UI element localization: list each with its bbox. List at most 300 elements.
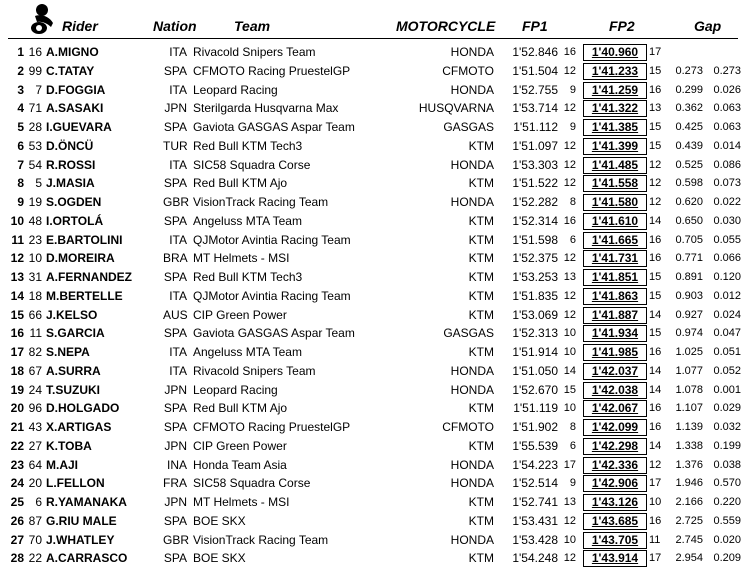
fp1-laps: 10 (563, 346, 576, 358)
gap-to-previous: 0.052 (713, 364, 741, 377)
nation: ITA (169, 45, 187, 59)
rider-name: J.MASIA (46, 176, 95, 191)
position: 21 (10, 420, 24, 434)
fp2-laps: 17 (649, 46, 662, 58)
fp1-time: 1'53.069 (512, 307, 558, 322)
gap-to-previous: 0.273 (713, 64, 741, 77)
fp1-laps: 12 (563, 177, 576, 190)
gap-to-previous: 0.063 (713, 121, 741, 133)
fp2-laps: 14 (649, 214, 662, 227)
fp2-time: 1'41.580 (583, 194, 647, 211)
fp1-time: 1'51.050 (512, 363, 558, 378)
gap-to-first: 2.725 (675, 514, 703, 527)
position: 10 (10, 213, 24, 228)
nation: ITA (169, 232, 187, 247)
fp2-laps: 15 (649, 327, 662, 340)
gap-to-first: 0.771 (675, 252, 703, 265)
motorcycle: KTM (468, 270, 494, 284)
gap-to-previous: 0.063 (713, 102, 741, 115)
fp1-laps: 9 (569, 83, 576, 96)
position: 18 (10, 363, 24, 378)
position: 7 (17, 157, 24, 172)
fp2-laps: 16 (649, 514, 662, 527)
fp1-laps: 12 (563, 289, 576, 302)
fp2-time: 1'43.685 (583, 513, 647, 530)
fp2-time: 1'43.914 (583, 550, 647, 567)
gap-to-previous: 0.014 (713, 139, 741, 152)
motorcycle: KTM (468, 213, 494, 228)
fp2-laps: 15 (649, 121, 662, 133)
team-name: VisionTrack Racing Team (193, 195, 329, 209)
fp1-laps: 12 (563, 308, 576, 321)
motorcycle: KTM (468, 345, 494, 359)
gap-to-first: 1.077 (675, 364, 703, 377)
fp1-time: 1'52.741 (512, 495, 558, 509)
fp1-time: 1'52.282 (512, 195, 558, 209)
rider-number: 10 (28, 251, 42, 266)
position: 26 (10, 513, 24, 528)
motorcycle: KTM (468, 513, 494, 528)
fp1-time: 1'52.755 (512, 82, 558, 97)
rider-name: D.MOREIRA (46, 251, 115, 266)
fp2-laps: 15 (649, 139, 662, 152)
rider-name: J.WHATLEY (46, 532, 115, 547)
fp1-time: 1'55.539 (512, 438, 558, 453)
motorcycle: KTM (468, 401, 494, 416)
fp1-time: 1'52.375 (512, 251, 558, 266)
motorcycle: KTM (468, 251, 494, 266)
gap-to-first: 0.927 (675, 308, 703, 321)
fp2-laps: 14 (649, 383, 662, 396)
fp2-laps: 12 (649, 158, 662, 171)
nation: SPA (163, 513, 187, 528)
nation: SPA (163, 420, 187, 434)
header-fp2: FP2 (609, 18, 635, 34)
nation: ITA (169, 157, 187, 172)
rider-name: A.FERNANDEZ (46, 270, 132, 284)
gap-to-first: 0.891 (675, 271, 703, 283)
team-name: Angeluss MTA Team (193, 345, 302, 359)
table-row (0, 399, 745, 418)
fp1-laps: 9 (569, 121, 576, 133)
fp1-laps: 16 (563, 214, 576, 227)
gap-to-first: 0.903 (675, 289, 703, 302)
gap-to-previous: 0.026 (713, 83, 741, 96)
team-name: CFMOTO Racing PruestelGP (193, 420, 351, 434)
fp1-laps: 14 (563, 364, 576, 377)
gap-to-first: 0.439 (675, 139, 703, 152)
table-row (0, 493, 745, 512)
fp2-time: 1'40.960 (583, 44, 647, 61)
position: 6 (17, 138, 24, 153)
fp1-laps: 12 (563, 158, 576, 171)
team-name: QJMotor Avintia Racing Team (193, 232, 351, 247)
rider-name: L.FELLON (46, 476, 105, 491)
fp2-time: 1'42.037 (583, 363, 647, 380)
fp1-laps: 12 (563, 252, 576, 265)
fp1-laps: 6 (569, 439, 576, 452)
rider-number: 54 (28, 157, 42, 172)
table-row (0, 343, 745, 362)
fp2-laps: 14 (649, 364, 662, 377)
rider-name: M.AJI (46, 457, 79, 472)
gap-to-previous: 0.559 (713, 514, 741, 527)
nation: ITA (169, 363, 187, 378)
position: 9 (17, 195, 24, 209)
rider-number: 67 (28, 363, 42, 378)
table-row (0, 118, 745, 137)
fp2-laps: 16 (649, 421, 662, 433)
gap-to-previous: 0.001 (713, 383, 741, 396)
gap-to-previous: 0.066 (713, 252, 741, 265)
rider-name: J.KELSO (46, 307, 98, 322)
fp2-laps: 15 (649, 64, 662, 77)
fp1-time: 1'53.428 (512, 532, 558, 547)
gap-to-first: 0.299 (675, 83, 703, 96)
gap-to-first: 0.598 (675, 177, 703, 190)
rider-number: 19 (28, 195, 42, 209)
fp2-laps: 16 (649, 252, 662, 265)
fp2-time: 1'42.067 (583, 400, 647, 417)
rider-number: 43 (28, 420, 42, 434)
rider-number: 5 (35, 176, 42, 191)
fp2-time: 1'41.385 (583, 119, 647, 136)
header-gap: Gap (694, 18, 722, 34)
team-name: Gaviota GASGAS Aspar Team (193, 326, 355, 341)
table-row (0, 381, 745, 400)
nation: AUS (163, 307, 188, 322)
motorcycle: HONDA (450, 45, 494, 59)
motorcycle: HONDA (450, 157, 494, 172)
fp2-laps: 12 (649, 458, 662, 471)
table-row (0, 324, 745, 343)
rider-name: C.TATAY (46, 63, 95, 78)
table-row (0, 99, 745, 118)
fp1-time: 1'51.914 (512, 345, 558, 359)
team-name: CFMOTO Racing PruestelGP (193, 63, 351, 78)
rider-name: R.ROSSI (46, 157, 96, 172)
rider-name: A.SURRA (46, 363, 101, 378)
gap-to-previous: 0.209 (713, 552, 741, 565)
gap-to-first: 1.139 (675, 421, 703, 433)
table-row (0, 362, 745, 381)
rider-name: R.YAMANAKA (46, 495, 127, 509)
table-row (0, 549, 745, 568)
nation: SPA (163, 270, 187, 284)
rider-name: A.SASAKI (46, 101, 104, 116)
rider-name: S.NEPA (46, 345, 90, 359)
motorcycle: CFMOTO (442, 63, 494, 78)
fp2-laps: 17 (649, 477, 662, 490)
fp2-time: 1'41.322 (583, 100, 647, 117)
table-row (0, 212, 745, 231)
position: 1 (17, 45, 24, 59)
motorcycle: GASGAS (443, 326, 494, 341)
gap-to-first: 0.273 (675, 64, 703, 77)
fp1-laps: 10 (563, 402, 576, 415)
fp1-laps: 13 (563, 271, 576, 283)
rider-number: 27 (28, 438, 42, 453)
nation: SPA (163, 213, 187, 228)
nation: ITA (169, 345, 187, 359)
fp2-time: 1'41.887 (583, 307, 647, 324)
gap-to-first: 0.620 (675, 196, 703, 208)
fp1-time: 1'51.835 (512, 288, 558, 303)
rider-number: 23 (28, 232, 42, 247)
fp1-laps: 17 (563, 458, 576, 471)
motorcycle: KTM (468, 438, 494, 453)
position: 23 (10, 457, 24, 472)
table-row (0, 437, 745, 456)
rider-number: 64 (28, 457, 42, 472)
team-name: QJMotor Avintia Racing Team (193, 288, 351, 303)
fp1-laps: 9 (569, 477, 576, 490)
gap-to-previous: 0.051 (713, 346, 741, 358)
motorcycle: KTM (468, 288, 494, 303)
nation: INA (166, 457, 187, 472)
rider-name: E.BARTOLINI (46, 232, 123, 247)
fp2-laps: 11 (649, 533, 661, 546)
rider-number: 53 (28, 138, 42, 153)
team-name: Sterilgarda Husqvarna Max (193, 101, 339, 116)
motorcycle: HUSQVARNA (418, 101, 494, 116)
position: 12 (10, 251, 24, 266)
team-name: Honda Team Asia (193, 457, 287, 472)
fp1-laps: 12 (563, 64, 576, 77)
table-row (0, 137, 745, 156)
position: 14 (10, 288, 24, 303)
nation: SPA (163, 401, 187, 416)
fp2-laps: 10 (649, 496, 662, 508)
table-row (0, 531, 745, 550)
fp2-time: 1'43.126 (583, 494, 647, 511)
nation: ITA (169, 288, 187, 303)
motorcycle: KTM (468, 551, 494, 566)
nation: SPA (163, 63, 187, 78)
rider-number: 7 (35, 82, 42, 97)
team-name: Gaviota GASGAS Aspar Team (193, 120, 355, 134)
rider-name: G.RIU MALE (46, 513, 117, 528)
gap-to-first: 0.362 (675, 102, 703, 115)
fp1-time: 1'53.431 (512, 513, 558, 528)
team-name: Leopard Racing (193, 82, 278, 97)
motorcycle: GASGAS (443, 120, 494, 134)
rider-number: 71 (28, 101, 42, 116)
gap-to-previous: 0.199 (713, 439, 741, 452)
fp1-time: 1'52.670 (512, 382, 558, 397)
fp1-time: 1'54.223 (512, 457, 558, 472)
fp1-laps: 13 (563, 496, 576, 508)
rider-number: 87 (28, 513, 42, 528)
team-name: MT Helmets - MSI (193, 251, 290, 266)
fp1-laps: 8 (569, 196, 576, 208)
rider-name: I.ORTOLÁ (46, 213, 104, 228)
nation: SPA (163, 120, 187, 134)
fp2-time: 1'41.731 (583, 250, 647, 267)
nation: JPN (164, 382, 187, 397)
rider-number: 66 (28, 307, 42, 322)
gap-to-previous: 0.055 (713, 233, 741, 246)
fp1-time: 1'51.112 (513, 120, 558, 134)
fp1-time: 1'51.504 (512, 63, 558, 78)
team-name: Rivacold Snipers Team (193, 45, 316, 59)
fp2-laps: 17 (649, 552, 662, 565)
fp1-time: 1'52.313 (512, 326, 558, 341)
fp2-time: 1'41.233 (583, 63, 647, 80)
gap-to-first: 0.705 (675, 233, 703, 246)
position: 5 (17, 120, 24, 134)
fp2-laps: 16 (649, 346, 662, 358)
position: 15 (10, 307, 24, 322)
table-row (0, 62, 745, 81)
fp2-laps: 13 (649, 102, 662, 115)
position: 27 (10, 532, 24, 547)
fp2-laps: 12 (649, 177, 662, 190)
motorcycle: KTM (468, 495, 494, 509)
gap-to-previous: 0.024 (713, 308, 741, 321)
fp2-time: 1'42.906 (583, 475, 647, 492)
header-team: Team (234, 18, 271, 34)
fp2-laps: 16 (649, 402, 662, 415)
position: 19 (10, 382, 24, 397)
motorcycle: HONDA (450, 82, 494, 97)
fp1-time: 1'51.598 (512, 232, 558, 247)
team-name: CIP Green Power (193, 307, 287, 322)
team-name: BOE SKX (193, 551, 246, 566)
header-divider (8, 38, 738, 39)
fp1-time: 1'54.248 (512, 551, 558, 566)
position: 4 (17, 101, 24, 116)
gap-to-first: 0.974 (675, 327, 703, 340)
motorcycle: HONDA (450, 457, 494, 472)
gap-to-first: 2.745 (675, 533, 703, 546)
fp1-time: 1'53.714 (512, 101, 558, 116)
position: 3 (17, 82, 24, 97)
motorcycle: CFMOTO (442, 420, 494, 434)
motorcycle-rider-icon (29, 3, 59, 35)
fp2-time: 1'41.558 (583, 175, 647, 192)
rider-number: 6 (35, 495, 42, 509)
table-row (0, 474, 745, 493)
fp1-time: 1'51.522 (512, 176, 558, 191)
results-table (0, 43, 745, 568)
gap-to-previous: 0.220 (713, 496, 741, 508)
position: 20 (10, 401, 24, 416)
rider-number: 82 (28, 345, 42, 359)
gap-to-first: 1.107 (675, 402, 703, 415)
table-row (0, 456, 745, 475)
rider-name: T.SUZUKI (46, 382, 100, 397)
nation: GBR (163, 532, 190, 547)
fp2-time: 1'41.851 (583, 269, 647, 286)
fp2-time: 1'41.259 (583, 82, 647, 99)
table-row (0, 512, 745, 531)
gap-to-first: 1.078 (675, 383, 703, 396)
table-row (0, 306, 745, 325)
fp1-laps: 12 (563, 552, 576, 565)
gap-to-previous: 0.029 (713, 402, 741, 415)
fp2-time: 1'41.665 (583, 232, 647, 249)
nation: JPN (164, 101, 187, 116)
fp2-time: 1'41.985 (583, 344, 647, 361)
nation: ITA (169, 82, 187, 97)
table-row (0, 418, 745, 437)
fp1-laps: 6 (569, 233, 576, 246)
rider-number: 20 (28, 476, 42, 491)
gap-to-first: 1.946 (675, 477, 703, 490)
gap-to-previous: 0.120 (713, 271, 741, 283)
fp1-laps: 10 (563, 327, 576, 340)
rider-name: I.GUEVARA (46, 120, 112, 134)
rider-number: 99 (28, 63, 42, 78)
team-name: VisionTrack Racing Team (193, 532, 329, 547)
header-fp1: FP1 (522, 18, 548, 34)
fp1-laps: 12 (563, 514, 576, 527)
team-name: Red Bull KTM Ajo (193, 401, 288, 416)
rider-number: 48 (28, 213, 42, 228)
gap-to-first: 2.166 (675, 496, 703, 508)
motorcycle: HONDA (450, 195, 494, 209)
table-row (0, 287, 745, 306)
fp2-time: 1'43.705 (583, 532, 647, 549)
rider-number: 22 (28, 551, 42, 566)
position: 2 (17, 63, 24, 78)
team-name: Red Bull KTM Tech3 (193, 270, 303, 284)
fp1-time: 1'51.902 (512, 420, 558, 434)
table-row (0, 156, 745, 175)
gap-to-previous: 0.012 (713, 289, 741, 302)
table-row (0, 43, 745, 62)
table-row (0, 193, 745, 212)
fp1-time: 1'53.253 (512, 270, 558, 284)
table-row (0, 268, 745, 287)
gap-to-first: 1.376 (675, 458, 703, 471)
fp2-time: 1'41.485 (583, 157, 647, 174)
position: 25 (10, 495, 24, 509)
header-motorcycle: MOTORCYCLE (396, 18, 496, 34)
gap-to-first: 1.338 (675, 439, 703, 452)
rider-name: D.HOLGADO (46, 401, 120, 416)
rider-number: 70 (28, 532, 42, 547)
fp1-time: 1'52.514 (512, 476, 558, 491)
gap-to-previous: 0.086 (713, 158, 741, 171)
gap-to-previous: 0.570 (713, 477, 741, 490)
rider-name: A.MIGNO (46, 45, 99, 59)
motorcycle: HONDA (450, 363, 494, 378)
nation: JPN (164, 438, 187, 453)
nation: FRA (163, 476, 187, 491)
fp2-time: 1'41.399 (583, 138, 647, 155)
position: 11 (11, 232, 24, 247)
header-rider: Rider (62, 18, 98, 34)
fp2-laps: 15 (649, 271, 662, 283)
fp1-time: 1'52.846 (512, 45, 558, 59)
position: 24 (10, 476, 24, 491)
rider-name: D.FOGGIA (46, 82, 106, 97)
rider-number: 18 (28, 288, 42, 303)
team-name: Leopard Racing (193, 382, 278, 397)
team-name: Red Bull KTM Tech3 (193, 138, 303, 153)
rider-number: 24 (28, 382, 42, 397)
rider-name: K.TOBA (46, 438, 92, 453)
motorcycle: KTM (468, 307, 494, 322)
rider-number: 28 (28, 120, 42, 134)
fp1-time: 1'52.314 (512, 213, 558, 228)
rider-name: S.OGDEN (46, 195, 102, 209)
gap-to-previous: 0.030 (713, 214, 741, 227)
gap-to-first: 1.025 (675, 346, 703, 358)
rider-number: 31 (28, 270, 42, 284)
